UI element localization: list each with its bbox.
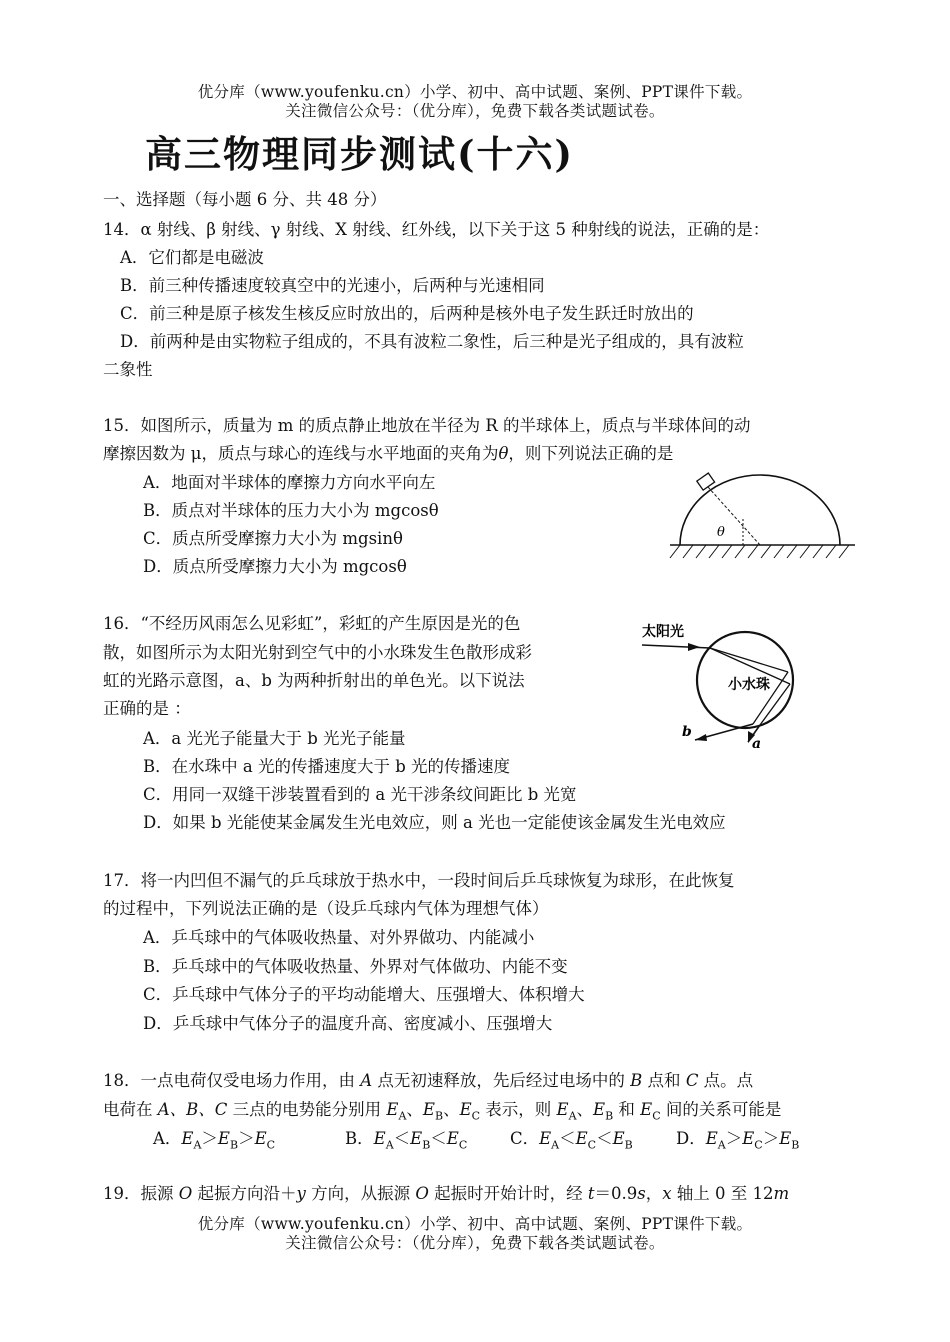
header-line-2: 关注微信公众号：（优分库），免费下载各类试题试卷。 — [285, 102, 665, 120]
footer-line-1: 优分库（www.youfenku.cn）小学、初中、高中试题、案例、PPT课件下载。 — [197, 1215, 753, 1233]
hemisphere-figure — [655, 470, 865, 570]
q16-stem-2: 散，如图所示为太阳光射到空气中的小水珠发生色散形成彩 — [103, 643, 532, 662]
q16-stem-1: 16．“不经历风雨怎么见彩虹”，彩虹的产生原因是光的色 — [103, 614, 521, 633]
page-title: 高三物理同步测试(十六) — [145, 132, 575, 176]
q16-option-a: A．a 光光子能量大于 b 光光子能量 — [143, 729, 406, 748]
q15-stem-2: 摩擦因数为 μ，质点与球心的连线与水平地面的夹角为θ，则下列说法正确的是 — [103, 444, 674, 463]
q16-option-d: D．如果 b 光能使某金属发生光电效应，则 a 光也一定能使该金属发生光电效应 — [143, 813, 726, 832]
q18-option-a: A．$E_A>E_B>E_C$ — [153, 1129, 276, 1152]
q17-option-b: B．乒乓球中的气体吸收热量、外界对气体做功、内能不变 — [143, 957, 568, 976]
q15-option-b: B．质点对半球体的压力大小为 mgcosθ — [143, 501, 439, 520]
header-line-1: 优分库（www.youfenku.cn）小学、初中、高中试题、案例、PPT课件下载。 — [197, 83, 753, 101]
q18-stem-1: 18．一点电荷仅受电场力作用，由 A 点无初速释放，先后经过电场中的 B 点和 C 点。点 — [103, 1071, 754, 1090]
droplet-label: 小水珠 — [728, 677, 770, 693]
q14-option-d: D．前两种是由实物粒子组成的，不具有波粒二象性，后三种是光子组成的，具有波粒 — [120, 332, 744, 351]
footer-line-2: 关注微信公众号：（优分库），免费下载各类试题试卷。 — [285, 1234, 665, 1252]
q14-option-a: A．它们都是电磁波 — [120, 248, 264, 267]
q14-stem: 14．α 射线、β 射线、γ 射线、X 射线、红外线，以下关于这 5 种射线的说法，正确的是： — [103, 220, 770, 239]
q16-stem-3: 虹的光路示意图，a、b 为两种折射出的单色光。以下说法 — [103, 671, 525, 690]
theta-symbol: θ — [498, 444, 509, 463]
water-droplet-figure — [640, 618, 810, 750]
q15-option-d: D．质点所受摩擦力大小为 mgcosθ — [143, 557, 407, 576]
q18-stem-2: 电荷在 A、B、C 三点的电势能分别用 $E_A$、$E_B$、$E_C$ 表示，则 $E_A$、$E_B$ 和 $E_C$ 间的关系可能是 — [103, 1100, 782, 1123]
q15-option-a: A．地面对半球体的摩擦力方向水平向左 — [143, 473, 436, 492]
q15-stem-1: 15．如图所示，质量为 m 的质点静止地放在半径为 R 的半球体上，质点与半球体间的动 — [103, 416, 751, 435]
sunlight-label: 太阳光 — [642, 624, 684, 640]
q19-stem-1: 19．振源 O 起振方向沿＋y 方向，从振源 O 起振时开始计时，经 t＝0.9s，x 轴上 0 至 12m — [103, 1184, 790, 1203]
q17-stem-2: 的过程中，下列说法正确的是（设乒乓球内气体为理想气体） — [103, 899, 549, 918]
theta-angle-label: θ — [717, 525, 725, 540]
q16-option-b: B．在水珠中 a 光的传播速度大于 b 光的传播速度 — [143, 757, 511, 776]
mass-block — [697, 473, 715, 490]
q18-option-c: C．$E_A<E_C<E_B$ — [510, 1129, 633, 1152]
q17-option-d: D．乒乓球中气体分子的温度升高、密度减小、压强增大 — [143, 1014, 553, 1033]
q14-option-b: B．前三种传播速度较真空中的光速小，后两种与光速相同 — [120, 276, 545, 295]
q16-option-c: C．用同一双缝干涉装置看到的 a 光干涉条纹间距比 b 光宽 — [143, 785, 577, 804]
q18-option-d: D．$E_A>E_C>E_B$ — [676, 1129, 800, 1152]
q14-option-d-cont: 二象性 — [103, 360, 153, 379]
q18-option-b: B．$E_A<E_B<E_C$ — [345, 1129, 468, 1152]
ray-a-label: a — [752, 736, 762, 750]
q14-option-c: C．前三种是原子核发生核反应时放出的，后两种是核外电子发生跃迁时放出的 — [120, 304, 694, 323]
q17-option-c: C．乒乓球中气体分子的平均动能增大、压强增大、体积增大 — [143, 985, 585, 1004]
section-heading: 一、选择题（每小题 6 分、共 48 分） — [103, 190, 387, 209]
q17-stem-1: 17．将一内凹但不漏气的乒乓球放于热水中，一段时间后乒乓球恢复为球形，在此恢复 — [103, 871, 735, 890]
q15-option-c: C．质点所受摩擦力大小为 mgsinθ — [143, 529, 403, 548]
q16-stem-4: 正确的是 ： — [103, 699, 191, 718]
ray-b-label: b — [682, 724, 692, 740]
q17-option-a: A．乒乓球中的气体吸收热量、对外界做功、内能减小 — [143, 928, 535, 947]
